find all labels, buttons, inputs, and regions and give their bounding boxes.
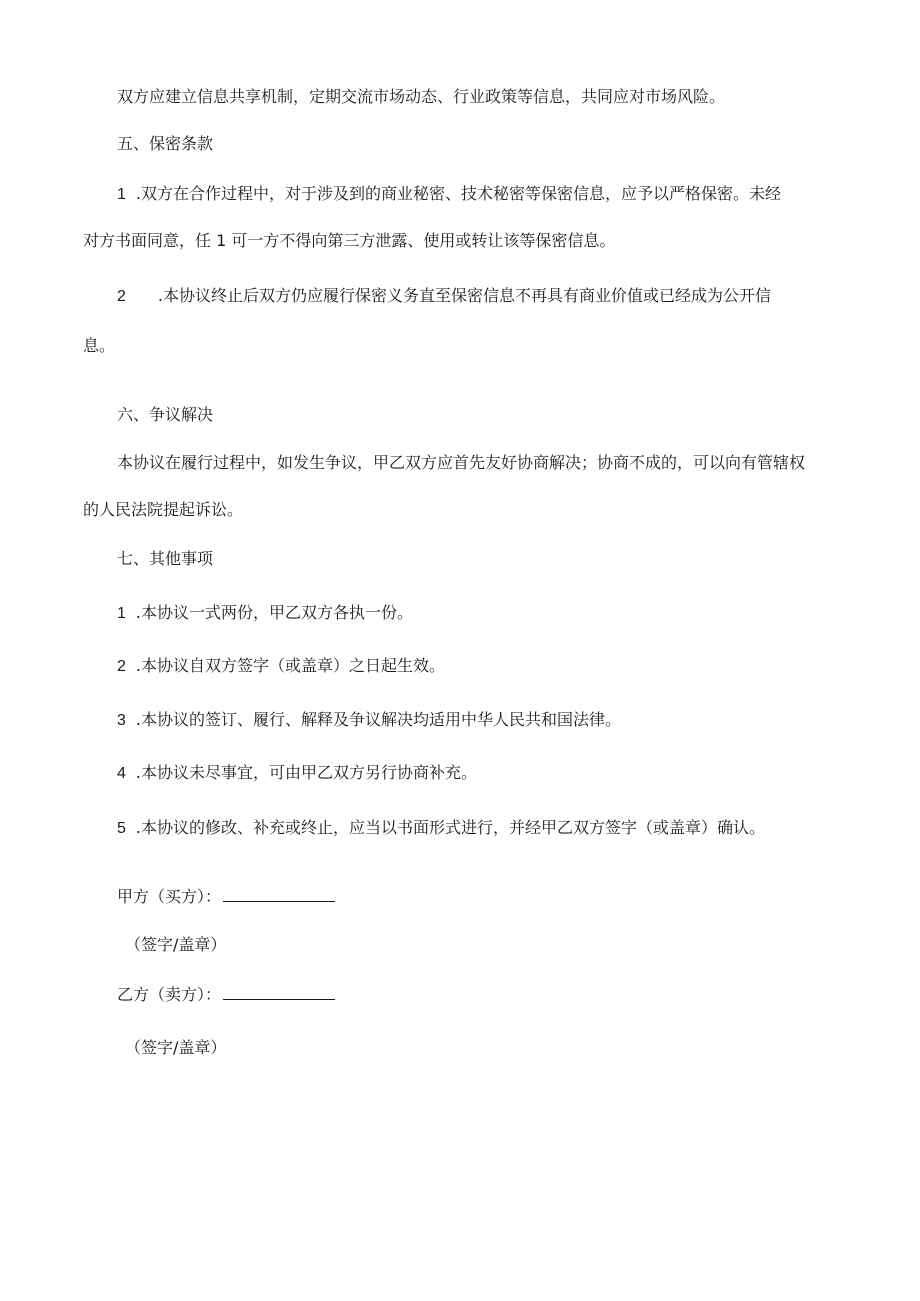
party-a-sign-note: （签字/盖章） xyxy=(125,935,227,954)
clause-7-4 xyxy=(117,763,477,783)
clause-5-2-line2: 息。 xyxy=(83,336,116,355)
section-6-heading: 六、争议解决 xyxy=(117,405,214,424)
party-b-sign-note: （签字/盖章） xyxy=(125,1038,227,1057)
clause-number: 3 xyxy=(117,712,126,729)
dispute-paragraph-line1: 本协议在履行过程中，如发生争议，甲乙双方应首先友好协商解决；协商不成的，可以向有管辖权 xyxy=(117,453,806,472)
clause-7-5 xyxy=(117,818,765,838)
clause-number: 1 xyxy=(117,186,126,203)
clause-text: .双方在合作过程中，对于涉及到的商业秘密、技术秘密等保密信息，应予以严格保密。未经 xyxy=(135,184,781,203)
clause-5-2-line1 xyxy=(117,286,771,306)
dispute-paragraph-line2: 的人民法院提起诉讼。 xyxy=(83,500,244,519)
clause-number: 5 xyxy=(117,820,126,837)
party-b-signature-line xyxy=(117,985,335,1005)
clause-7-1 xyxy=(117,603,413,623)
section-5-heading: 五、保密条款 xyxy=(117,134,214,153)
clause-number: 2 xyxy=(117,288,126,305)
clause-7-3 xyxy=(117,710,621,730)
clause-7-2 xyxy=(117,656,445,676)
clause-text: .本协议的签订、履行、解释及争议解决均适用中华人民共和国法律。 xyxy=(135,710,621,729)
clause-number: 2 xyxy=(117,658,126,675)
party-a-blank[interactable] xyxy=(223,887,335,902)
party-b-blank[interactable] xyxy=(223,985,335,1000)
party-a-label: 甲方（买方）： xyxy=(117,887,222,906)
section-7-heading: 七、其他事项 xyxy=(117,549,214,568)
clause-text: .本协议自双方签字（或盖章）之日起生效。 xyxy=(135,656,445,675)
clause-text: .本协议的修改、补充或终止，应当以书面形式进行，并经甲乙双方签字（或盖章）确认。 xyxy=(135,818,765,837)
party-a-signature-line xyxy=(117,887,335,907)
clause-text: .本协议未尽事宜，可由甲乙双方另行协商补充。 xyxy=(135,763,477,782)
clause-5-1-line2: 对方书面同意，任 1 可一方不得向第三方泄露、使用或转让该等保密信息。 xyxy=(83,231,616,250)
party-b-label: 乙方（卖方）： xyxy=(117,985,222,1004)
clause-number: 4 xyxy=(117,765,126,782)
clause-5-1-line1 xyxy=(117,184,781,204)
clause-number: 1 xyxy=(117,605,126,622)
clause-text: .本协议一式两份，甲乙双方各执一份。 xyxy=(135,603,413,622)
intro-paragraph: 双方应建立信息共享机制，定期交流市场动态、行业政策等信息，共同应对市场风险。 xyxy=(117,87,726,106)
clause-text: .本协议终止后双方仍应履行保密义务直至保密信息不再具有商业价值或已经成为公开信 xyxy=(157,286,771,305)
